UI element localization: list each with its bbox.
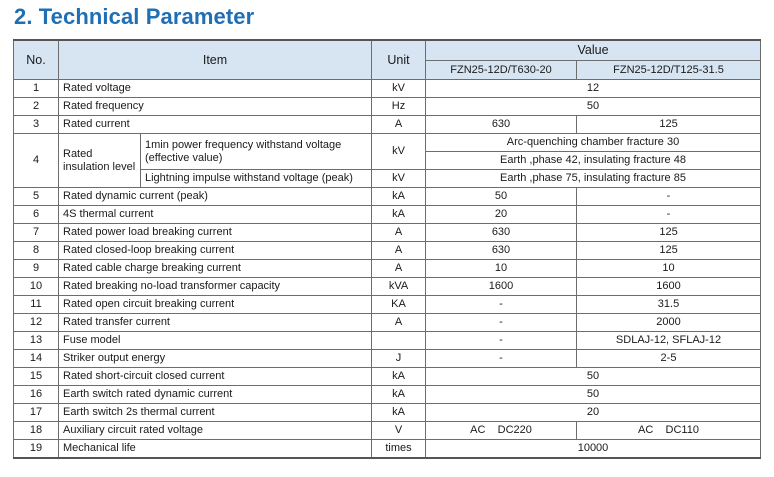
row-value-a: 50 (426, 188, 577, 206)
table-row (14, 242, 761, 260)
row-value-merged: 50 (426, 368, 761, 386)
row-unit (372, 332, 426, 350)
row-value-b: SDLAJ-12, SFLAJ-12 (577, 332, 761, 350)
table-row (14, 440, 761, 459)
row-unit: KA (372, 296, 426, 314)
row-value-a: 1600 (426, 278, 577, 296)
row-value-b: 10 (577, 260, 761, 278)
row-no: 13 (14, 332, 59, 350)
row-unit: V (372, 422, 426, 440)
row-value-a: AC DC220 (426, 422, 577, 440)
row-no: 11 (14, 296, 59, 314)
row-item: Rated open circuit breaking current (59, 296, 372, 314)
row-unit: kA (372, 188, 426, 206)
table-row (14, 278, 761, 296)
row-no: 6 (14, 206, 59, 224)
table-row (14, 332, 761, 350)
table-row (14, 80, 761, 98)
row-no: 2 (14, 98, 59, 116)
row-no: 18 (14, 422, 59, 440)
row-unit: kA (372, 386, 426, 404)
row-item: Rated closed-loop breaking current (59, 242, 372, 260)
row-value-a: - (426, 350, 577, 368)
row-no: 1 (14, 80, 59, 98)
header-unit: Unit (372, 40, 426, 80)
row-value-merged: Earth ,phase 42, insulating fracture 48 (426, 152, 761, 170)
header-model-a: FZN25-12D/T630-20 (426, 61, 577, 80)
row-no: 16 (14, 386, 59, 404)
row-value-b: 125 (577, 224, 761, 242)
row-item: Earth switch rated dynamic current (59, 386, 372, 404)
row-value-merged: 20 (426, 404, 761, 422)
row-unit: Hz (372, 98, 426, 116)
row-value-merged: Earth ,phase 75, insulating fracture 85 (426, 170, 761, 188)
row-item: Rated power load breaking current (59, 224, 372, 242)
technical-parameter-table (13, 39, 761, 459)
row-value-b: AC DC110 (577, 422, 761, 440)
row-no: 3 (14, 116, 59, 134)
row-value-b: 125 (577, 242, 761, 260)
row-unit: kVA (372, 278, 426, 296)
row-item: Fuse model (59, 332, 372, 350)
row-value-b: 2-5 (577, 350, 761, 368)
table-header-row (14, 40, 761, 61)
row-unit: J (372, 350, 426, 368)
row-value-b: 1600 (577, 278, 761, 296)
table-row (14, 350, 761, 368)
row-value-b: - (577, 206, 761, 224)
header-no: No. (14, 40, 59, 80)
row-value-b: 2000 (577, 314, 761, 332)
row-item: Rated short-circuit closed current (59, 368, 372, 386)
row-item: Rated current (59, 116, 372, 134)
row-value-a: 10 (426, 260, 577, 278)
row-value-a: 20 (426, 206, 577, 224)
row-item: Rated insulation level (59, 134, 141, 188)
row-value-b: - (577, 188, 761, 206)
row-item: 4S thermal current (59, 206, 372, 224)
row-value-a: 630 (426, 242, 577, 260)
table-row (14, 260, 761, 278)
row-no: 5 (14, 188, 59, 206)
table-row (14, 296, 761, 314)
row-unit: kA (372, 206, 426, 224)
header-item: Item (59, 40, 372, 80)
row-value-merged: 10000 (426, 440, 761, 459)
row-unit: times (372, 440, 426, 459)
row-subitem: 1min power frequency withstand voltage (effective value) (141, 134, 372, 170)
row-no: 19 (14, 440, 59, 459)
row-no: 10 (14, 278, 59, 296)
row-item: Rated transfer current (59, 314, 372, 332)
row-item: Mechanical life (59, 440, 372, 459)
row-no: 4 (14, 134, 59, 188)
page-title: 2. Technical Parameter (14, 4, 255, 29)
table-row (14, 422, 761, 440)
row-unit: A (372, 224, 426, 242)
header-value: Value (426, 40, 761, 61)
table-row (14, 116, 761, 134)
parameter-table-container (13, 39, 760, 459)
row-unit: kV (372, 170, 426, 188)
row-unit: A (372, 116, 426, 134)
table-row (14, 98, 761, 116)
row-no: 8 (14, 242, 59, 260)
row-item: Striker output energy (59, 350, 372, 368)
row-item: Earth switch 2s thermal current (59, 404, 372, 422)
table-row (14, 134, 761, 152)
row-unit: kV (372, 80, 426, 98)
row-value-merged: 50 (426, 386, 761, 404)
table-row (14, 368, 761, 386)
row-value-merged: Arc-quenching chamber fracture 30 (426, 134, 761, 152)
header-model-b: FZN25-12D/T125-31.5 (577, 61, 761, 80)
table-row (14, 314, 761, 332)
table-row (14, 206, 761, 224)
row-unit: kA (372, 404, 426, 422)
row-unit: A (372, 242, 426, 260)
row-item: Rated cable charge breaking current (59, 260, 372, 278)
row-item: Auxiliary circuit rated voltage (59, 422, 372, 440)
row-no: 9 (14, 260, 59, 278)
row-no: 14 (14, 350, 59, 368)
row-value-a: 630 (426, 116, 577, 134)
table-row (14, 224, 761, 242)
row-item: Rated frequency (59, 98, 372, 116)
row-item: Rated dynamic current (peak) (59, 188, 372, 206)
row-unit: kV (372, 134, 426, 170)
row-item: Rated voltage (59, 80, 372, 98)
row-no: 12 (14, 314, 59, 332)
table-row (14, 188, 761, 206)
row-unit: A (372, 260, 426, 278)
row-value-a: 630 (426, 224, 577, 242)
row-value-b: 31.5 (577, 296, 761, 314)
row-no: 17 (14, 404, 59, 422)
row-subitem: Lightning impulse withstand voltage (peak) (141, 170, 372, 188)
row-value-a: - (426, 332, 577, 350)
row-value-b: 125 (577, 116, 761, 134)
row-no: 7 (14, 224, 59, 242)
row-item: Rated breaking no-load transformer capacity (59, 278, 372, 296)
row-no: 15 (14, 368, 59, 386)
row-unit: A (372, 314, 426, 332)
row-value-a: - (426, 296, 577, 314)
row-value-merged: 12 (426, 80, 761, 98)
row-unit: kA (372, 368, 426, 386)
table-row (14, 386, 761, 404)
table-row (14, 404, 761, 422)
row-value-a: - (426, 314, 577, 332)
row-value-merged: 50 (426, 98, 761, 116)
